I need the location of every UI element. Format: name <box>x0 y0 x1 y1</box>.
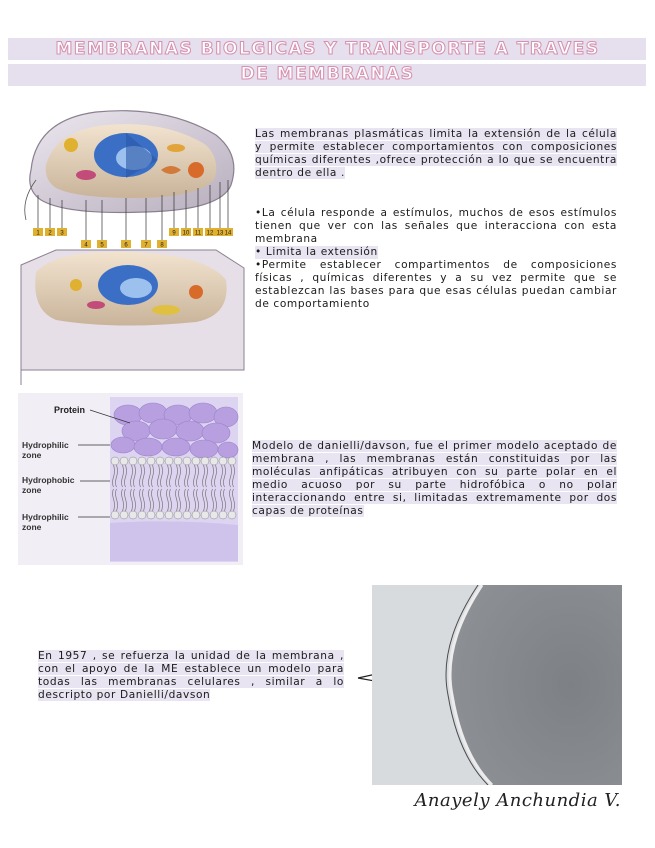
lipid-head <box>174 457 182 465</box>
lipid-head <box>183 457 191 465</box>
lipid-head <box>201 457 209 465</box>
bullet-item: •La célula responde a estímulos, muchos de esos estímulos tienen que ver con las señales que interacciona con esta membrana <box>255 207 617 245</box>
callout-number: 5 <box>100 242 104 249</box>
section3-text <box>38 650 344 702</box>
hydrophobic-label: Hydrophobic zone <box>22 475 75 495</box>
hydrophilic-top-label: Hydrophilic zone <box>22 440 69 460</box>
lipid-head <box>192 511 200 519</box>
lipid-head <box>156 457 164 465</box>
cell-illustration <box>16 100 246 385</box>
section1-intro <box>255 128 617 180</box>
lipid-head <box>174 511 182 519</box>
lipid-head <box>219 511 227 519</box>
lipid-head <box>201 511 209 519</box>
lipid-head <box>210 511 218 519</box>
lipid-head <box>156 511 164 519</box>
callout-number: 12 <box>206 230 214 237</box>
author-signature: Anayely Anchundia V. <box>414 790 621 811</box>
callout-number: 8 <box>160 242 164 249</box>
lipid-head <box>111 511 119 519</box>
lipid-head <box>165 511 173 519</box>
lipid-head <box>192 457 200 465</box>
section2-text-body: Modelo de danielli/davson, fue el primer modelo aceptado de membrana , las membranas están constituidas por las moléculas anfipáticas atribuyen con su parte polar en el medio acuoso por su parte hidrofóbica o no polar interaccionando entre si, limitadas extremamente por dos capas de proteínas <box>252 440 617 517</box>
lipid-head <box>228 457 236 465</box>
lipid-head <box>138 457 146 465</box>
section3-text-body: En 1957 , se refuerza la unidad de la membrana , con el apoyo de la ME establece un modelo para todas las membranas celulares , similar a lo descripto por Danielli/davson <box>38 650 344 701</box>
lipid-head <box>120 457 128 465</box>
callout-number: 13 <box>216 230 224 237</box>
protein-label: Protein <box>54 405 86 415</box>
callout-number: 7 <box>144 242 148 249</box>
lipid-head <box>147 511 155 519</box>
lipid-head <box>129 457 137 465</box>
section1-bullets <box>255 207 617 311</box>
section2-text <box>252 440 617 518</box>
lipid-head <box>147 457 155 465</box>
callout-number: 1 <box>36 230 40 237</box>
lipid-head <box>228 511 236 519</box>
membrane-model-figure <box>18 393 243 565</box>
lipid-head <box>183 511 191 519</box>
lipid-head <box>165 457 173 465</box>
callout-number: 14 <box>224 230 232 237</box>
lipid-head <box>120 511 128 519</box>
callout-number: 9 <box>172 230 176 237</box>
callout-number: 4 <box>84 242 88 249</box>
lipid-head <box>138 511 146 519</box>
electron-micrograph <box>372 585 622 785</box>
callout-number: 3 <box>60 230 64 237</box>
membrane-model-diagram <box>18 393 243 565</box>
callout-number: 6 <box>124 242 128 249</box>
lipid-head <box>111 457 119 465</box>
section1-intro-text: Las membranas plasmáticas limita la extensión de la célula y permite establecer comportamientos con composiciones químicas diferentes ,ofrece protección a lo que se encuentra dentro de ella . <box>255 128 617 179</box>
lipid-head <box>219 457 227 465</box>
hydrophilic-bottom-label: Hydrophilic zone <box>22 512 69 532</box>
bullet-item: •Permite establecer compartimentos de composiciones físicas , químicas diferentes y a su vez permite que se establezcan las bases para que esas células puedan cambiar de comportamiento <box>255 259 617 310</box>
callout-number: 2 <box>48 230 52 237</box>
lipid-head <box>210 457 218 465</box>
page-title-line-2: DE MEMBRANAS <box>240 64 415 84</box>
page-title-line-1: MEMBRANAS BIOLGICAS Y TRANSPORTE A TRAVES <box>55 39 600 59</box>
callout-number: 10 <box>182 230 190 237</box>
callout-number: 11 <box>194 230 202 237</box>
bullet-item: • Limita la extensión <box>255 246 378 258</box>
lipid-head <box>129 511 137 519</box>
